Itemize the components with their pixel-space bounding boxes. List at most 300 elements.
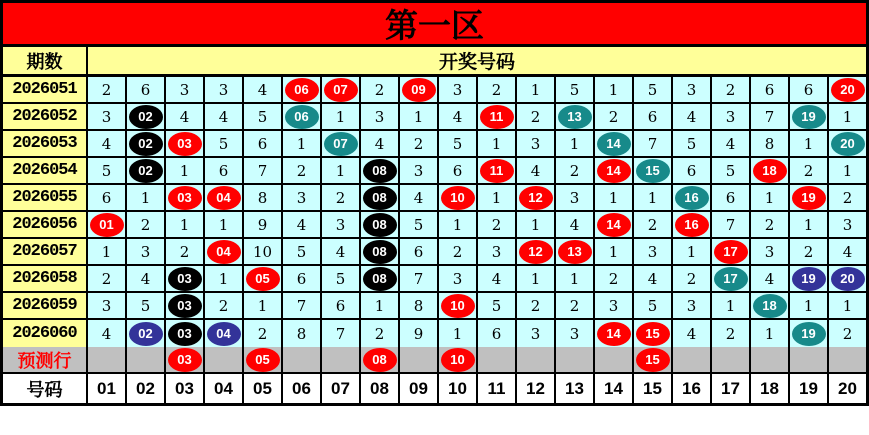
ball-03: 03 (168, 322, 202, 346)
miss-count-cell: 3 (400, 158, 439, 183)
header-row (3, 47, 866, 77)
miss-count-cell: 2 (244, 320, 283, 347)
ball-cell (361, 185, 400, 210)
miss-count-cell: 3 (673, 77, 712, 102)
prediction-empty-cell (478, 347, 517, 372)
ball-18: 18 (753, 159, 787, 183)
miss-count-cell: 3 (127, 239, 166, 264)
ball-cell (634, 158, 673, 183)
prediction-empty-cell (712, 347, 751, 372)
miss-count-cell: 1 (205, 212, 244, 237)
period-row (3, 239, 866, 266)
ball-04: 04 (207, 186, 241, 210)
miss-count-cell: 1 (517, 77, 556, 102)
miss-count-cell: 6 (634, 104, 673, 129)
miss-count-cell: 2 (361, 77, 400, 102)
period-label: 2026055 (3, 185, 88, 210)
miss-count-cell: 6 (439, 158, 478, 183)
miss-count-cell: 3 (439, 77, 478, 102)
axis-number-20: 20 (829, 374, 866, 403)
ball-cell (790, 104, 829, 129)
prediction-row (3, 347, 866, 374)
axis-number-08: 08 (361, 374, 400, 403)
ball-cell (712, 266, 751, 291)
ball-13: 13 (558, 240, 592, 264)
miss-count-cell: 4 (127, 266, 166, 291)
numbers-header-label: 开奖号码 (438, 52, 515, 73)
ball-06: 06 (285, 105, 319, 129)
ball-cell (127, 158, 166, 183)
miss-count-cell: 1 (88, 239, 127, 264)
zone-title-bar (3, 3, 866, 47)
numbers-header-cell (88, 47, 866, 74)
period-row (3, 131, 866, 158)
miss-count-cell: 1 (790, 293, 829, 318)
miss-count-cell: 4 (712, 131, 751, 156)
axis-number-07: 07 (322, 374, 361, 403)
ball-cell (712, 239, 751, 264)
miss-count-cell: 2 (517, 293, 556, 318)
rows-container (3, 77, 866, 347)
miss-count-cell: 1 (439, 320, 478, 347)
miss-count-cell: 1 (829, 104, 866, 129)
ball-19: 19 (792, 105, 826, 129)
miss-count-cell: 1 (595, 185, 634, 210)
period-row (3, 266, 866, 293)
prediction-empty-cell (751, 347, 790, 372)
miss-count-cell: 2 (88, 266, 127, 291)
ball-cell (244, 347, 283, 372)
ball-cell (673, 185, 712, 210)
ball-08: 08 (363, 186, 397, 210)
period-label: 2026057 (3, 239, 88, 264)
miss-count-cell: 5 (634, 77, 673, 102)
axis-number-12: 12 (517, 374, 556, 403)
miss-count-cell: 4 (283, 212, 322, 237)
miss-count-cell: 6 (127, 77, 166, 102)
period-row (3, 293, 866, 320)
miss-count-cell: 6 (283, 266, 322, 291)
period-header-label: 期数 (26, 51, 63, 72)
miss-count-cell: 2 (595, 104, 634, 129)
ball-03: 03 (168, 186, 202, 210)
ball-19: 19 (792, 186, 826, 210)
ball-cell (283, 104, 322, 129)
miss-count-cell: 2 (595, 266, 634, 291)
ball-cell (517, 185, 556, 210)
miss-count-cell: 6 (205, 158, 244, 183)
miss-count-cell: 5 (673, 131, 712, 156)
miss-count-cell: 3 (88, 293, 127, 318)
miss-count-cell: 5 (556, 77, 595, 102)
miss-count-cell: 8 (400, 293, 439, 318)
ball-08: 08 (363, 348, 397, 372)
miss-count-cell: 5 (634, 293, 673, 318)
miss-count-cell: 2 (673, 266, 712, 291)
ball-03: 03 (168, 267, 202, 291)
miss-count-cell: 6 (673, 158, 712, 183)
miss-count-cell: 1 (322, 104, 361, 129)
miss-count-cell: 3 (166, 77, 205, 102)
miss-count-cell: 4 (439, 104, 478, 129)
miss-count-cell: 3 (205, 77, 244, 102)
miss-count-cell: 3 (517, 320, 556, 347)
ball-cell (790, 266, 829, 291)
ball-05: 05 (246, 267, 280, 291)
ball-cell (478, 158, 517, 183)
period-row (3, 158, 866, 185)
ball-cell (478, 104, 517, 129)
ball-15: 15 (636, 348, 670, 372)
ball-cell (88, 212, 127, 237)
miss-count-cell: 1 (790, 212, 829, 237)
miss-count-cell: 6 (751, 77, 790, 102)
ball-12: 12 (519, 186, 553, 210)
ball-cell (595, 320, 634, 347)
miss-count-cell: 5 (712, 158, 751, 183)
miss-count-cell: 9 (400, 320, 439, 347)
ball-20: 20 (831, 132, 865, 156)
ball-cell (595, 131, 634, 156)
prediction-empty-cell (595, 347, 634, 372)
prediction-empty-cell (322, 347, 361, 372)
miss-count-cell: 1 (166, 212, 205, 237)
ball-cell (790, 185, 829, 210)
miss-count-cell: 1 (517, 266, 556, 291)
ball-15: 15 (636, 159, 670, 183)
ball-cell (400, 77, 439, 102)
ball-14: 14 (597, 322, 631, 346)
miss-count-cell: 1 (478, 131, 517, 156)
miss-count-cell: 2 (517, 104, 556, 129)
ball-19: 19 (792, 322, 826, 346)
miss-count-cell: 1 (556, 266, 595, 291)
ball-cell (166, 131, 205, 156)
prediction-empty-cell (673, 347, 712, 372)
axis-number-04: 04 (205, 374, 244, 403)
ball-cell (361, 266, 400, 291)
axis-number-15: 15 (634, 374, 673, 403)
prediction-empty-cell (829, 347, 866, 372)
ball-cell (127, 320, 166, 347)
miss-count-cell: 1 (205, 266, 244, 291)
miss-count-cell: 1 (790, 131, 829, 156)
miss-count-cell: 4 (556, 212, 595, 237)
miss-count-cell: 6 (712, 185, 751, 210)
miss-count-cell: 7 (244, 158, 283, 183)
miss-count-cell: 2 (829, 185, 866, 210)
ball-cell (517, 239, 556, 264)
miss-count-cell: 2 (439, 239, 478, 264)
miss-count-cell: 6 (244, 131, 283, 156)
number-axis-label: 号码 (26, 379, 63, 400)
miss-count-cell: 4 (400, 185, 439, 210)
ball-cell (673, 212, 712, 237)
miss-count-cell: 8 (751, 131, 790, 156)
miss-count-cell: 6 (478, 320, 517, 347)
ball-cell (439, 293, 478, 318)
miss-count-cell: 3 (712, 104, 751, 129)
ball-08: 08 (363, 240, 397, 264)
period-label: 2026060 (3, 320, 88, 347)
miss-count-cell: 3 (517, 131, 556, 156)
miss-count-cell: 2 (478, 212, 517, 237)
ball-08: 08 (363, 267, 397, 291)
ball-cell (829, 77, 866, 102)
miss-count-cell: 5 (478, 293, 517, 318)
miss-count-cell: 2 (400, 131, 439, 156)
ball-17: 17 (714, 240, 748, 264)
miss-count-cell: 4 (361, 131, 400, 156)
ball-cell (556, 239, 595, 264)
ball-12: 12 (519, 240, 553, 264)
miss-count-cell: 1 (283, 131, 322, 156)
miss-count-cell: 1 (400, 104, 439, 129)
ball-13: 13 (558, 105, 592, 129)
miss-count-cell: 6 (322, 293, 361, 318)
miss-count-cell: 7 (400, 266, 439, 291)
ball-cell (829, 266, 866, 291)
miss-count-cell: 1 (751, 320, 790, 347)
ball-09: 09 (402, 78, 436, 102)
miss-count-cell: 4 (673, 104, 712, 129)
ball-cell (790, 320, 829, 347)
ball-16: 16 (675, 186, 709, 210)
miss-count-cell: 1 (322, 158, 361, 183)
period-header-cell (3, 47, 88, 74)
miss-count-cell: 5 (400, 212, 439, 237)
prediction-label-cell (3, 347, 88, 372)
prediction-empty-cell (790, 347, 829, 372)
miss-count-cell: 5 (127, 293, 166, 318)
ball-cell (595, 212, 634, 237)
ball-cell (322, 131, 361, 156)
ball-14: 14 (597, 213, 631, 237)
period-label: 2026051 (3, 77, 88, 102)
miss-count-cell: 3 (283, 185, 322, 210)
miss-count-cell: 4 (751, 266, 790, 291)
miss-count-cell: 3 (634, 239, 673, 264)
miss-count-cell: 4 (478, 266, 517, 291)
miss-count-cell: 8 (283, 320, 322, 347)
ball-cell (361, 347, 400, 372)
ball-08: 08 (363, 159, 397, 183)
ball-20: 20 (831, 78, 865, 102)
ball-cell (439, 347, 478, 372)
miss-count-cell: 2 (829, 320, 866, 347)
miss-count-cell: 2 (322, 185, 361, 210)
ball-01: 01 (90, 213, 124, 237)
ball-cell (439, 185, 478, 210)
miss-count-cell: 4 (205, 104, 244, 129)
miss-count-cell: 4 (88, 320, 127, 347)
ball-03: 03 (168, 294, 202, 318)
miss-count-cell: 3 (361, 104, 400, 129)
period-label: 2026058 (3, 266, 88, 291)
ball-cell (205, 239, 244, 264)
miss-count-cell: 1 (439, 212, 478, 237)
miss-count-cell: 2 (556, 158, 595, 183)
ball-cell (751, 158, 790, 183)
ball-19: 19 (792, 267, 826, 291)
miss-count-cell: 2 (127, 212, 166, 237)
ball-15: 15 (636, 322, 670, 346)
prediction-empty-cell (400, 347, 439, 372)
ball-04: 04 (207, 240, 241, 264)
axis-number-09: 09 (400, 374, 439, 403)
prediction-empty-cell (88, 347, 127, 372)
ball-04: 04 (207, 322, 241, 346)
ball-cell (634, 320, 673, 347)
axis-number-01: 01 (88, 374, 127, 403)
miss-count-cell: 7 (751, 104, 790, 129)
prediction-label: 预测行 (17, 350, 72, 371)
miss-count-cell: 5 (322, 266, 361, 291)
miss-count-cell: 1 (244, 293, 283, 318)
miss-count-cell: 1 (556, 131, 595, 156)
axis-number-11: 11 (478, 374, 517, 403)
miss-count-cell: 7 (634, 131, 673, 156)
miss-count-cell: 7 (712, 212, 751, 237)
ball-cell (127, 131, 166, 156)
miss-count-cell: 2 (556, 293, 595, 318)
ball-16: 16 (675, 213, 709, 237)
miss-count-cell: 1 (829, 293, 866, 318)
miss-count-cell: 1 (166, 158, 205, 183)
ball-cell (322, 77, 361, 102)
miss-count-cell: 3 (439, 266, 478, 291)
miss-count-cell: 2 (634, 212, 673, 237)
prediction-empty-cell (556, 347, 595, 372)
miss-count-cell: 1 (634, 185, 673, 210)
miss-count-cell: 3 (751, 239, 790, 264)
miss-count-cell: 3 (829, 212, 866, 237)
ball-11: 11 (480, 105, 514, 129)
ball-07: 07 (324, 78, 358, 102)
miss-count-cell: 6 (88, 185, 127, 210)
ball-cell (595, 158, 634, 183)
miss-count-cell: 6 (790, 77, 829, 102)
ball-cell (556, 104, 595, 129)
prediction-empty-cell (127, 347, 166, 372)
miss-count-cell: 4 (322, 239, 361, 264)
miss-count-cell: 5 (439, 131, 478, 156)
period-row (3, 104, 866, 131)
miss-count-cell: 2 (751, 212, 790, 237)
miss-count-cell: 1 (595, 239, 634, 264)
period-label: 2026053 (3, 131, 88, 156)
miss-count-cell: 4 (244, 77, 283, 102)
ball-02: 02 (129, 132, 163, 156)
miss-count-cell: 2 (712, 320, 751, 347)
axis-number-14: 14 (595, 374, 634, 403)
miss-count-cell: 2 (205, 293, 244, 318)
axis-number-16: 16 (673, 374, 712, 403)
miss-count-cell: 10 (244, 239, 283, 264)
prediction-empty-cell (283, 347, 322, 372)
miss-count-cell: 2 (712, 77, 751, 102)
ball-02: 02 (129, 105, 163, 129)
ball-10: 10 (441, 348, 475, 372)
ball-cell (166, 266, 205, 291)
miss-count-cell: 3 (556, 320, 595, 347)
miss-count-cell: 2 (166, 239, 205, 264)
miss-count-cell: 4 (517, 158, 556, 183)
ball-cell (166, 293, 205, 318)
ball-cell (361, 158, 400, 183)
period-label: 2026052 (3, 104, 88, 129)
miss-count-cell: 2 (478, 77, 517, 102)
ball-14: 14 (597, 159, 631, 183)
axis-number-02: 02 (127, 374, 166, 403)
number-axis-row (3, 374, 866, 403)
miss-count-cell: 5 (88, 158, 127, 183)
ball-cell (166, 185, 205, 210)
ball-05: 05 (246, 348, 280, 372)
ball-10: 10 (441, 186, 475, 210)
ball-cell (751, 293, 790, 318)
axis-number-18: 18 (751, 374, 790, 403)
ball-10: 10 (441, 294, 475, 318)
miss-count-cell: 3 (595, 293, 634, 318)
miss-count-cell: 1 (127, 185, 166, 210)
miss-count-cell: 2 (790, 239, 829, 264)
miss-count-cell: 3 (673, 293, 712, 318)
ball-11: 11 (480, 159, 514, 183)
period-row (3, 185, 866, 212)
miss-count-cell: 1 (517, 212, 556, 237)
ball-cell (166, 347, 205, 372)
ball-cell (361, 239, 400, 264)
axis-number-13: 13 (556, 374, 595, 403)
miss-count-cell: 4 (829, 239, 866, 264)
ball-17: 17 (714, 267, 748, 291)
miss-count-cell: 5 (283, 239, 322, 264)
miss-count-cell: 1 (712, 293, 751, 318)
axis-number-06: 06 (283, 374, 322, 403)
miss-count-cell: 3 (556, 185, 595, 210)
miss-count-cell: 2 (88, 77, 127, 102)
miss-count-cell: 9 (244, 212, 283, 237)
ball-cell (634, 347, 673, 372)
ball-cell (829, 131, 866, 156)
ball-cell (166, 320, 205, 347)
axis-number-19: 19 (790, 374, 829, 403)
miss-count-cell: 3 (322, 212, 361, 237)
ball-cell (244, 266, 283, 291)
ball-07: 07 (324, 132, 358, 156)
ball-20: 20 (831, 267, 865, 291)
ball-06: 06 (285, 78, 319, 102)
prediction-empty-cell (517, 347, 556, 372)
miss-count-cell: 1 (361, 293, 400, 318)
ball-cell (127, 104, 166, 129)
miss-count-cell: 3 (478, 239, 517, 264)
ball-08: 08 (363, 213, 397, 237)
miss-count-cell: 1 (829, 158, 866, 183)
ball-cell (283, 77, 322, 102)
period-label: 2026059 (3, 293, 88, 318)
miss-count-cell: 7 (322, 320, 361, 347)
miss-count-cell: 5 (205, 131, 244, 156)
miss-count-cell: 4 (166, 104, 205, 129)
miss-count-cell: 4 (88, 131, 127, 156)
miss-count-cell: 2 (361, 320, 400, 347)
miss-count-cell: 1 (751, 185, 790, 210)
miss-count-cell: 4 (634, 266, 673, 291)
ball-03: 03 (168, 348, 202, 372)
miss-count-cell: 8 (244, 185, 283, 210)
